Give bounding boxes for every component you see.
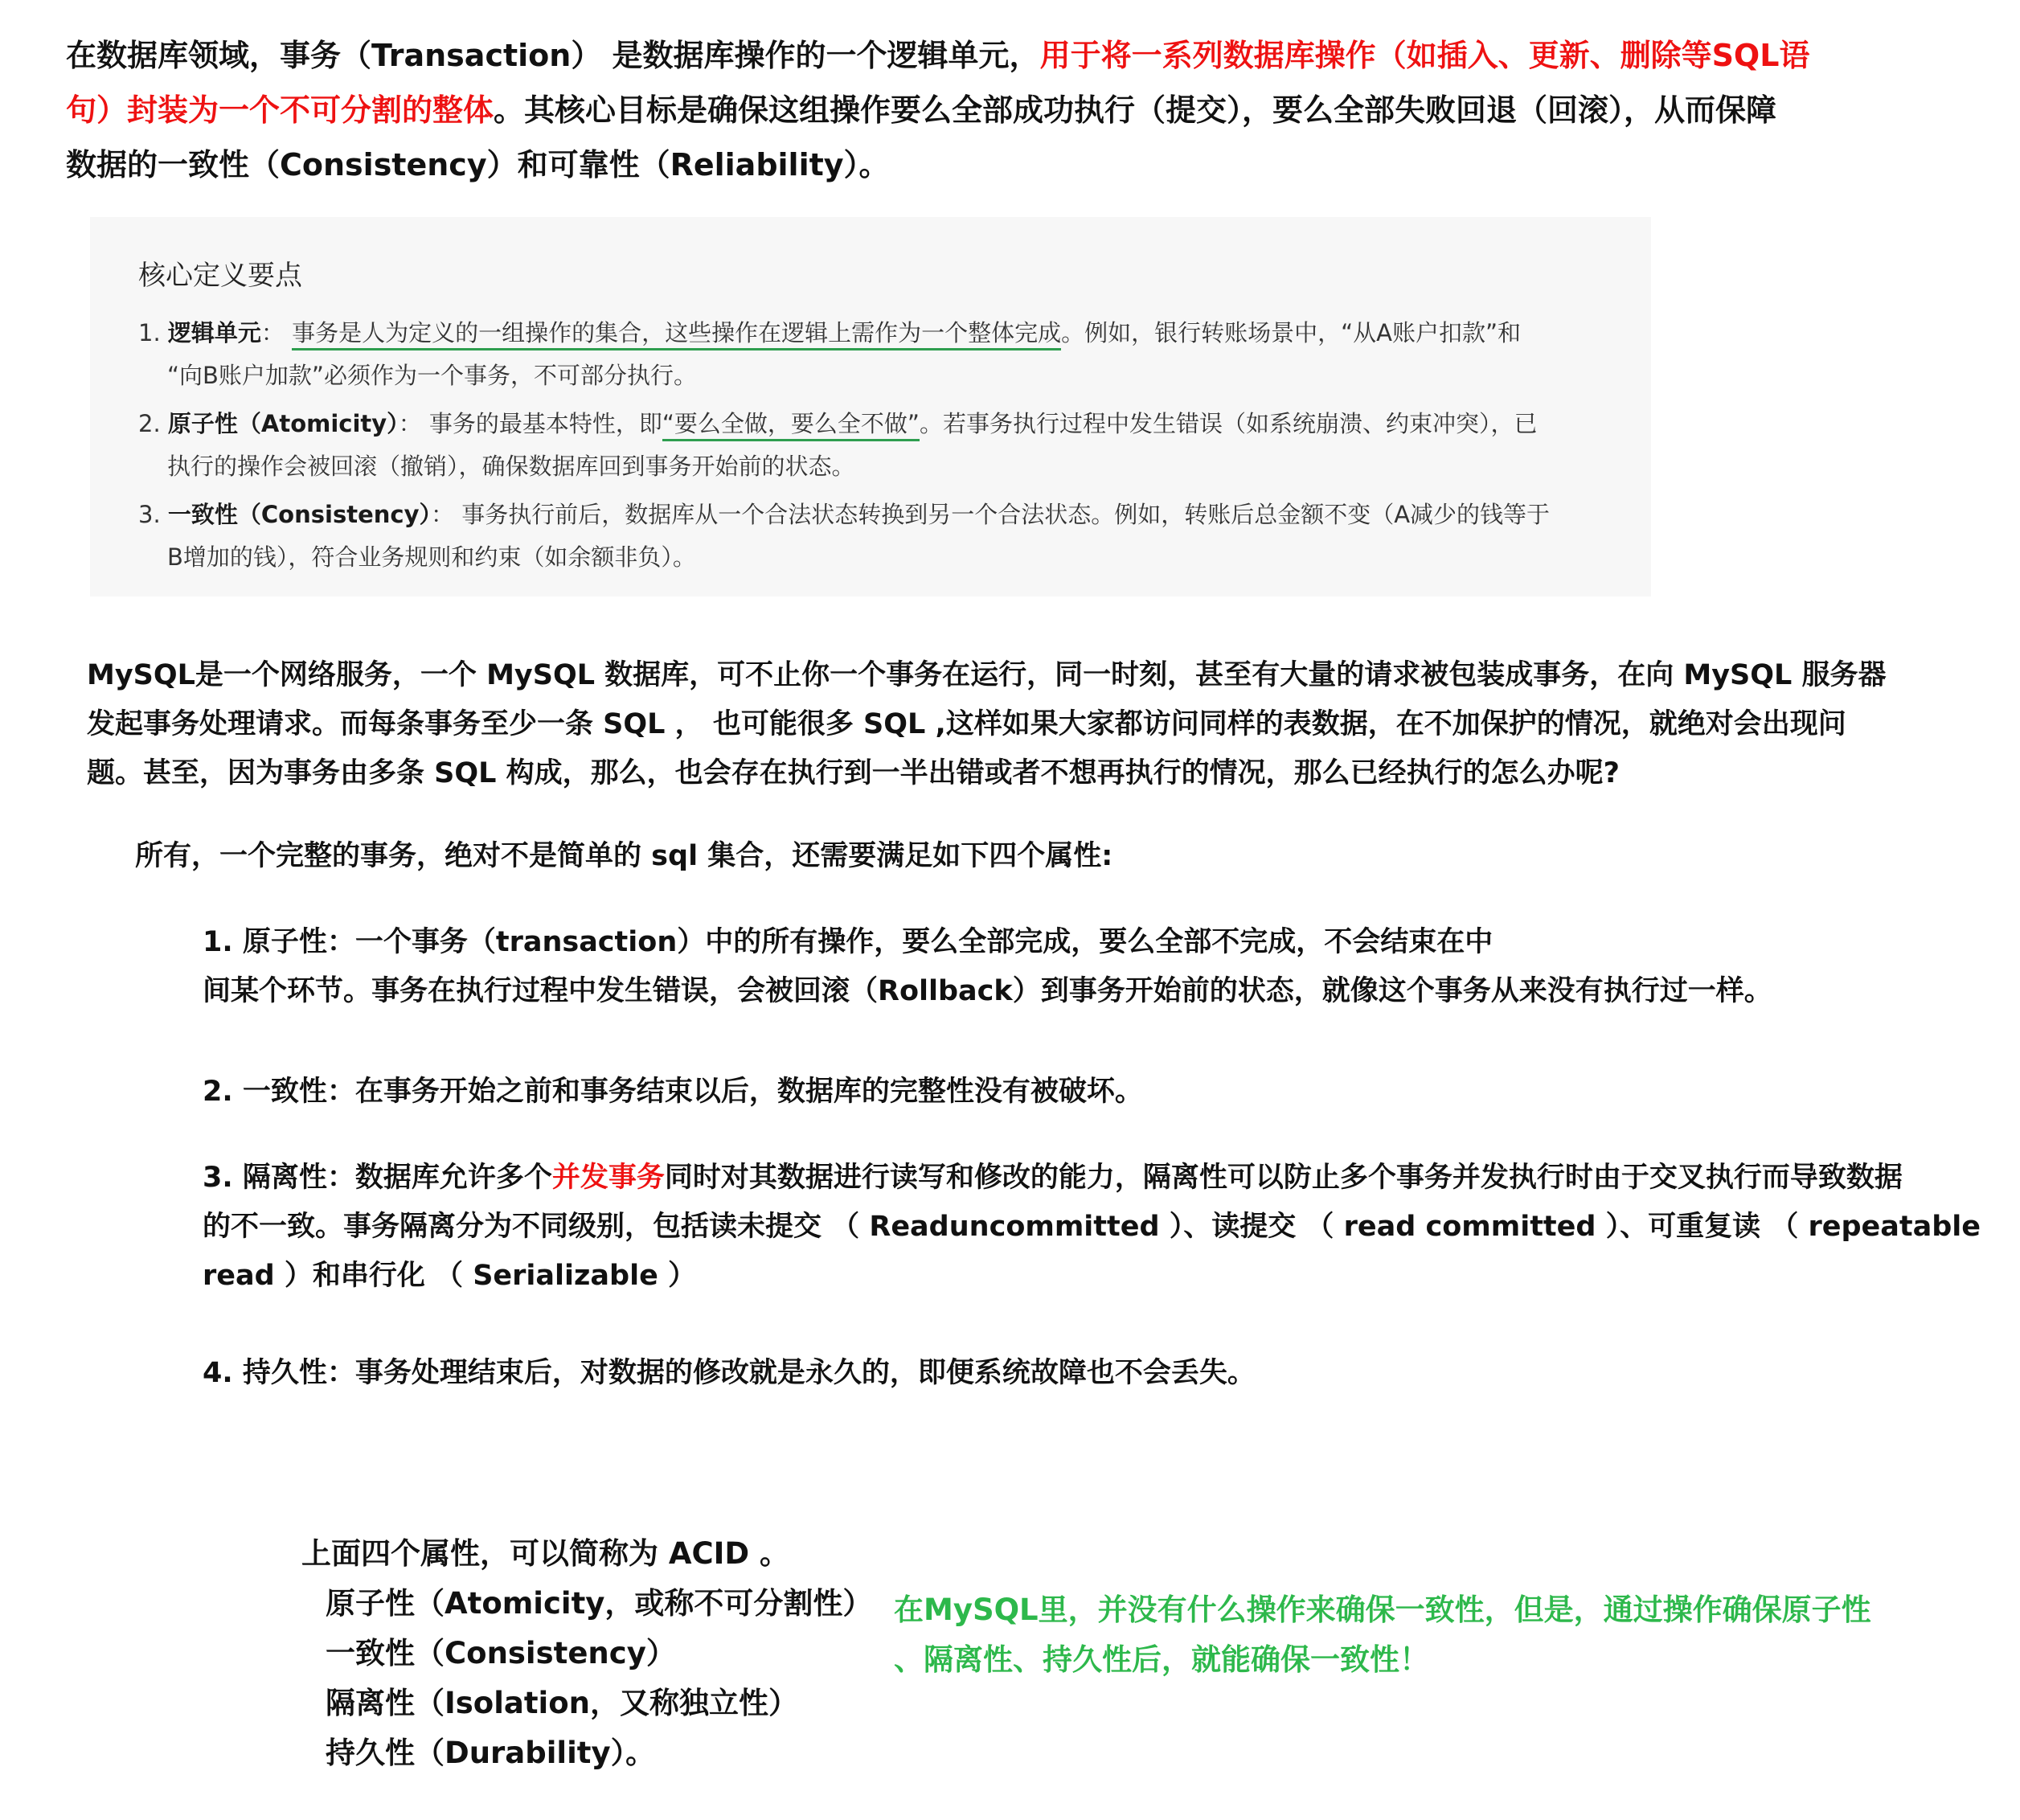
core-item-2-line-2: 执行的操作会被回滚（撤销），确保数据库回到事务开始前的状态。 <box>167 453 855 480</box>
intro-line-3 <box>66 140 890 184</box>
intro-highlight: 用于将一系列数据库操作（如插入、更新、删除等SQL语 <box>1039 38 1810 73</box>
item-label: 原子性（Atomicity） <box>167 410 399 437</box>
item-number: 3. <box>138 501 161 528</box>
item-text: 。若事务执行过程中发生错误（如系统崩溃、约束冲突），已 <box>919 410 1538 437</box>
consistency-note-line-2: 、隔离性、持久性后，就能确保一致性！ <box>894 1642 1429 1677</box>
acid-item-atomicity: 原子性（Atomicity，或称不可分割性） <box>326 1586 873 1621</box>
property-1-line-2: 间某个环节。事务在执行过程中发生错误，会被回滚（Rollback）到事务开始前的状态，就像这个事务从来没有执行过一样。 <box>203 975 1772 1007</box>
highlight-text: 并发事务 <box>551 1162 665 1194</box>
item-separator: ： <box>260 319 285 346</box>
underlined-text: 事务是人为定义的一组操作的集合，这些操作在逻辑上需作为一个整体完成 <box>292 319 1061 350</box>
intro-text: 。其核心目标是确保这组操作要么全部成功执行（提交），要么全部失败回退（回滚），从而保障 <box>494 92 1777 128</box>
property-text: 同时对其数据进行读写和修改的能力，隔离性可以防止多个事务并发执行时由于交叉执行而导致数据 <box>664 1162 1903 1194</box>
intro-line-2 <box>66 85 1776 129</box>
properties-intro: 所有，一个完整的事务，绝对不是简单的 sql 集合，还需要满足如下四个属性: <box>135 840 1113 872</box>
core-item-2-line-1 <box>138 406 1537 439</box>
item-number: 2. <box>138 410 161 437</box>
property-3-line-2: 的不一致。事务隔离分为不同级别，包括读未提交 （ Readuncommitted ）、读提交 （ read committed ）、可重复读 （ repeatable <box>203 1211 1981 1243</box>
item-number: 1. <box>138 319 161 346</box>
property-3-line-1 <box>203 1155 1903 1195</box>
mysql-para-line-1: MySQL是一个网络服务，一个 MySQL 数据库，可不止你一个事务在运行，同一时刻，甚至有大量的请求被包装成事务，在向 MySQL 服务器 <box>87 659 1887 691</box>
mysql-para-line-3: 题。甚至，因为事务由多条 SQL 构成，那么，也会存在执行到一半出错或者不想再执行的情况，那么已经执行的怎么办呢? <box>87 757 1620 789</box>
core-item-1-line-2: “向B账户加款”必须作为一个事务，不可部分执行。 <box>167 362 697 389</box>
acid-item-consistency: 一致性（Consistency） <box>326 1636 676 1670</box>
underlined-text: “要么全做，要么全不做” <box>662 410 920 441</box>
item-text: ： 事务的最基本特性，即 <box>398 410 662 437</box>
acid-item-durability: 持久性（Durability）。 <box>326 1736 656 1770</box>
acid-item-isolation: 隔离性（Isolation，又称独立性） <box>326 1686 798 1720</box>
core-item-3-line-2: B增加的钱），符合业务规则和约束（如余额非负）。 <box>167 543 696 571</box>
property-text: 3. 隔离性：数据库允许多个 <box>203 1162 552 1194</box>
core-item-1-line-1 <box>138 315 1521 348</box>
property-3-line-3: read ）和串行化 （ Serializable ） <box>203 1260 697 1292</box>
item-text: ： 事务执行前后，数据库从一个合法状态转换到另一个合法状态。例如，转账后总金额不变（A减少的钱等于 <box>430 501 1551 528</box>
intro-highlight: 句）封装为一个不可分割的整体 <box>66 92 494 128</box>
intro-text: 在数据库领域，事务（Transaction） 是数据库操作的一个逻辑单元， <box>66 38 1040 73</box>
mysql-para-line-2: 发起事务处理请求。而每条事务至少一条 SQL ， 也可能很多 SQL ,这样如果大家都访问同样的表数据，在不加保护的情况，就绝对会出现问 <box>87 708 1846 740</box>
acid-title: 上面四个属性，可以简称为 ACID 。 <box>301 1536 790 1571</box>
property-2: 2. 一致性：在事务开始之前和事务结束以后，数据库的完整性没有被破坏。 <box>203 1076 1143 1108</box>
intro-line-1 <box>66 31 1809 75</box>
item-label: 逻辑单元 <box>167 319 261 346</box>
item-label: 一致性（Consistency） <box>167 501 431 528</box>
property-1-line-1: 1. 原子性：一个事务（transaction）中的所有操作，要么全部完成，要么全部不完成，不会结束在中 <box>203 926 1493 958</box>
core-item-3-line-1 <box>138 497 1550 530</box>
consistency-note-line-1: 在MySQL里，并没有什么操作来确保一致性，但是，通过操作确保原子性 <box>894 1592 1871 1627</box>
core-box-title: 核心定义要点 <box>138 260 302 292</box>
property-4: 4. 持久性：事务处理结束后，对数据的修改就是永久的，即便系统故障也不会丢失。 <box>203 1357 1256 1389</box>
item-text: 。例如，银行转账场景中，“从A账户扣款”和 <box>1061 319 1522 346</box>
intro-text: 数据的一致性（Consistency）和可靠性（Reliability）。 <box>66 147 890 182</box>
